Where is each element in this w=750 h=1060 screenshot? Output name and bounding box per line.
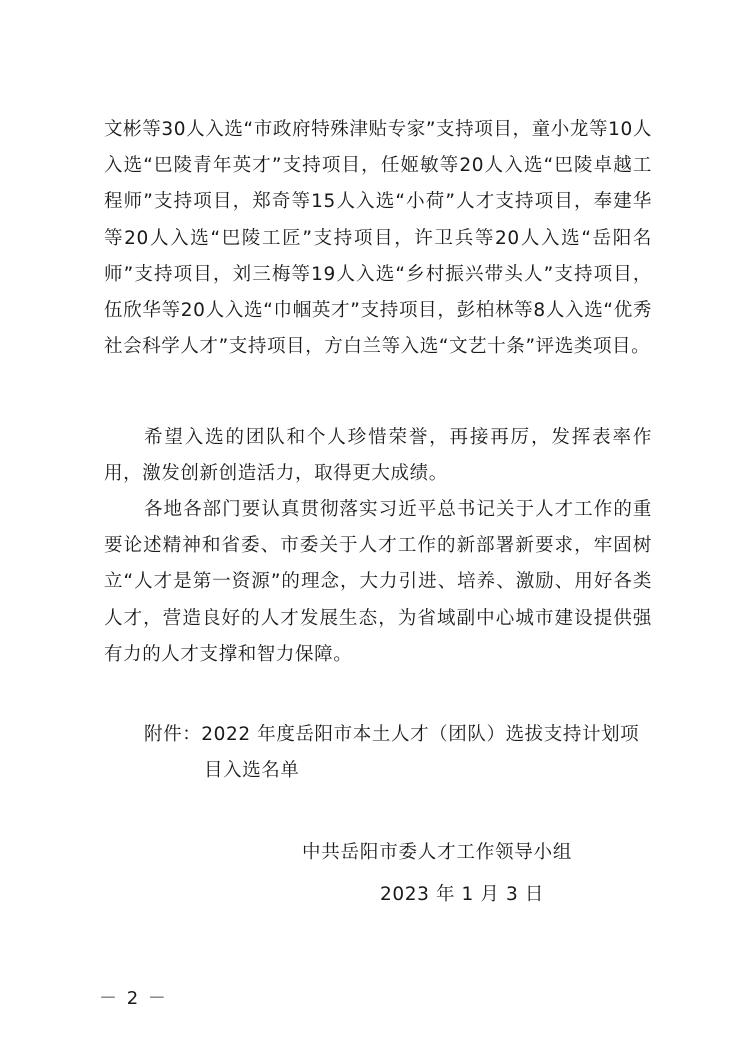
page-number: － 2 － <box>99 988 168 1009</box>
attachment-note <box>144 717 664 789</box>
body-paragraph-encouragement: 希望入选的团队和个人珍惜荣誉，再接再厉，发挥表率作用，激发创新创造活力，取得更大成绩。 <box>104 427 652 485</box>
issuing-organization: 中共岳阳市委人才工作领导小组 <box>302 842 573 863</box>
attachment-line-1: 附件：2022 年度岳阳市本土人才（团队）选拔支持计划项 <box>144 724 640 745</box>
attachment-line-2: 目入选名单 <box>204 760 300 781</box>
issue-date: 2023 年 1 月 3 日 <box>380 884 544 905</box>
body-paragraph-requirements: 各地各部门要认真贯彻落实习近平总书记关于人才工作的重要论述精神和省委、市委关于人才工作的新部署新要求，牢固树立“人才是第一资源”的理念，大力引进、培养、激励、用好各类人才，营造良好的人才发展生态，为省域副中心城市建设提供强有力的人才支撑和智力保障。 <box>104 499 652 665</box>
body-paragraph-selected-list: 文彬等30人入选“市政府特殊津贴专家”支持项目，童小龙等10人入选“巴陵青年英才”支持项目，任姬敏等20人入选“巴陵卓越工程师”支持项目，郑奇等15人入选“小荷”人才支持项目，奉建华等20人入选“巴陵工匠”支持项目，许卫兵等20人入选“岳阳名师”支持项目，刘三梅等19人入选“乡村振兴带头人”支持项目，伍欣华等20人入选“巾帼英才”支持项目，彭柏林等8人入选“优秀社会科学人才”支持项目，方白兰等入选“文艺十条”评选类项目。 <box>104 119 652 358</box>
